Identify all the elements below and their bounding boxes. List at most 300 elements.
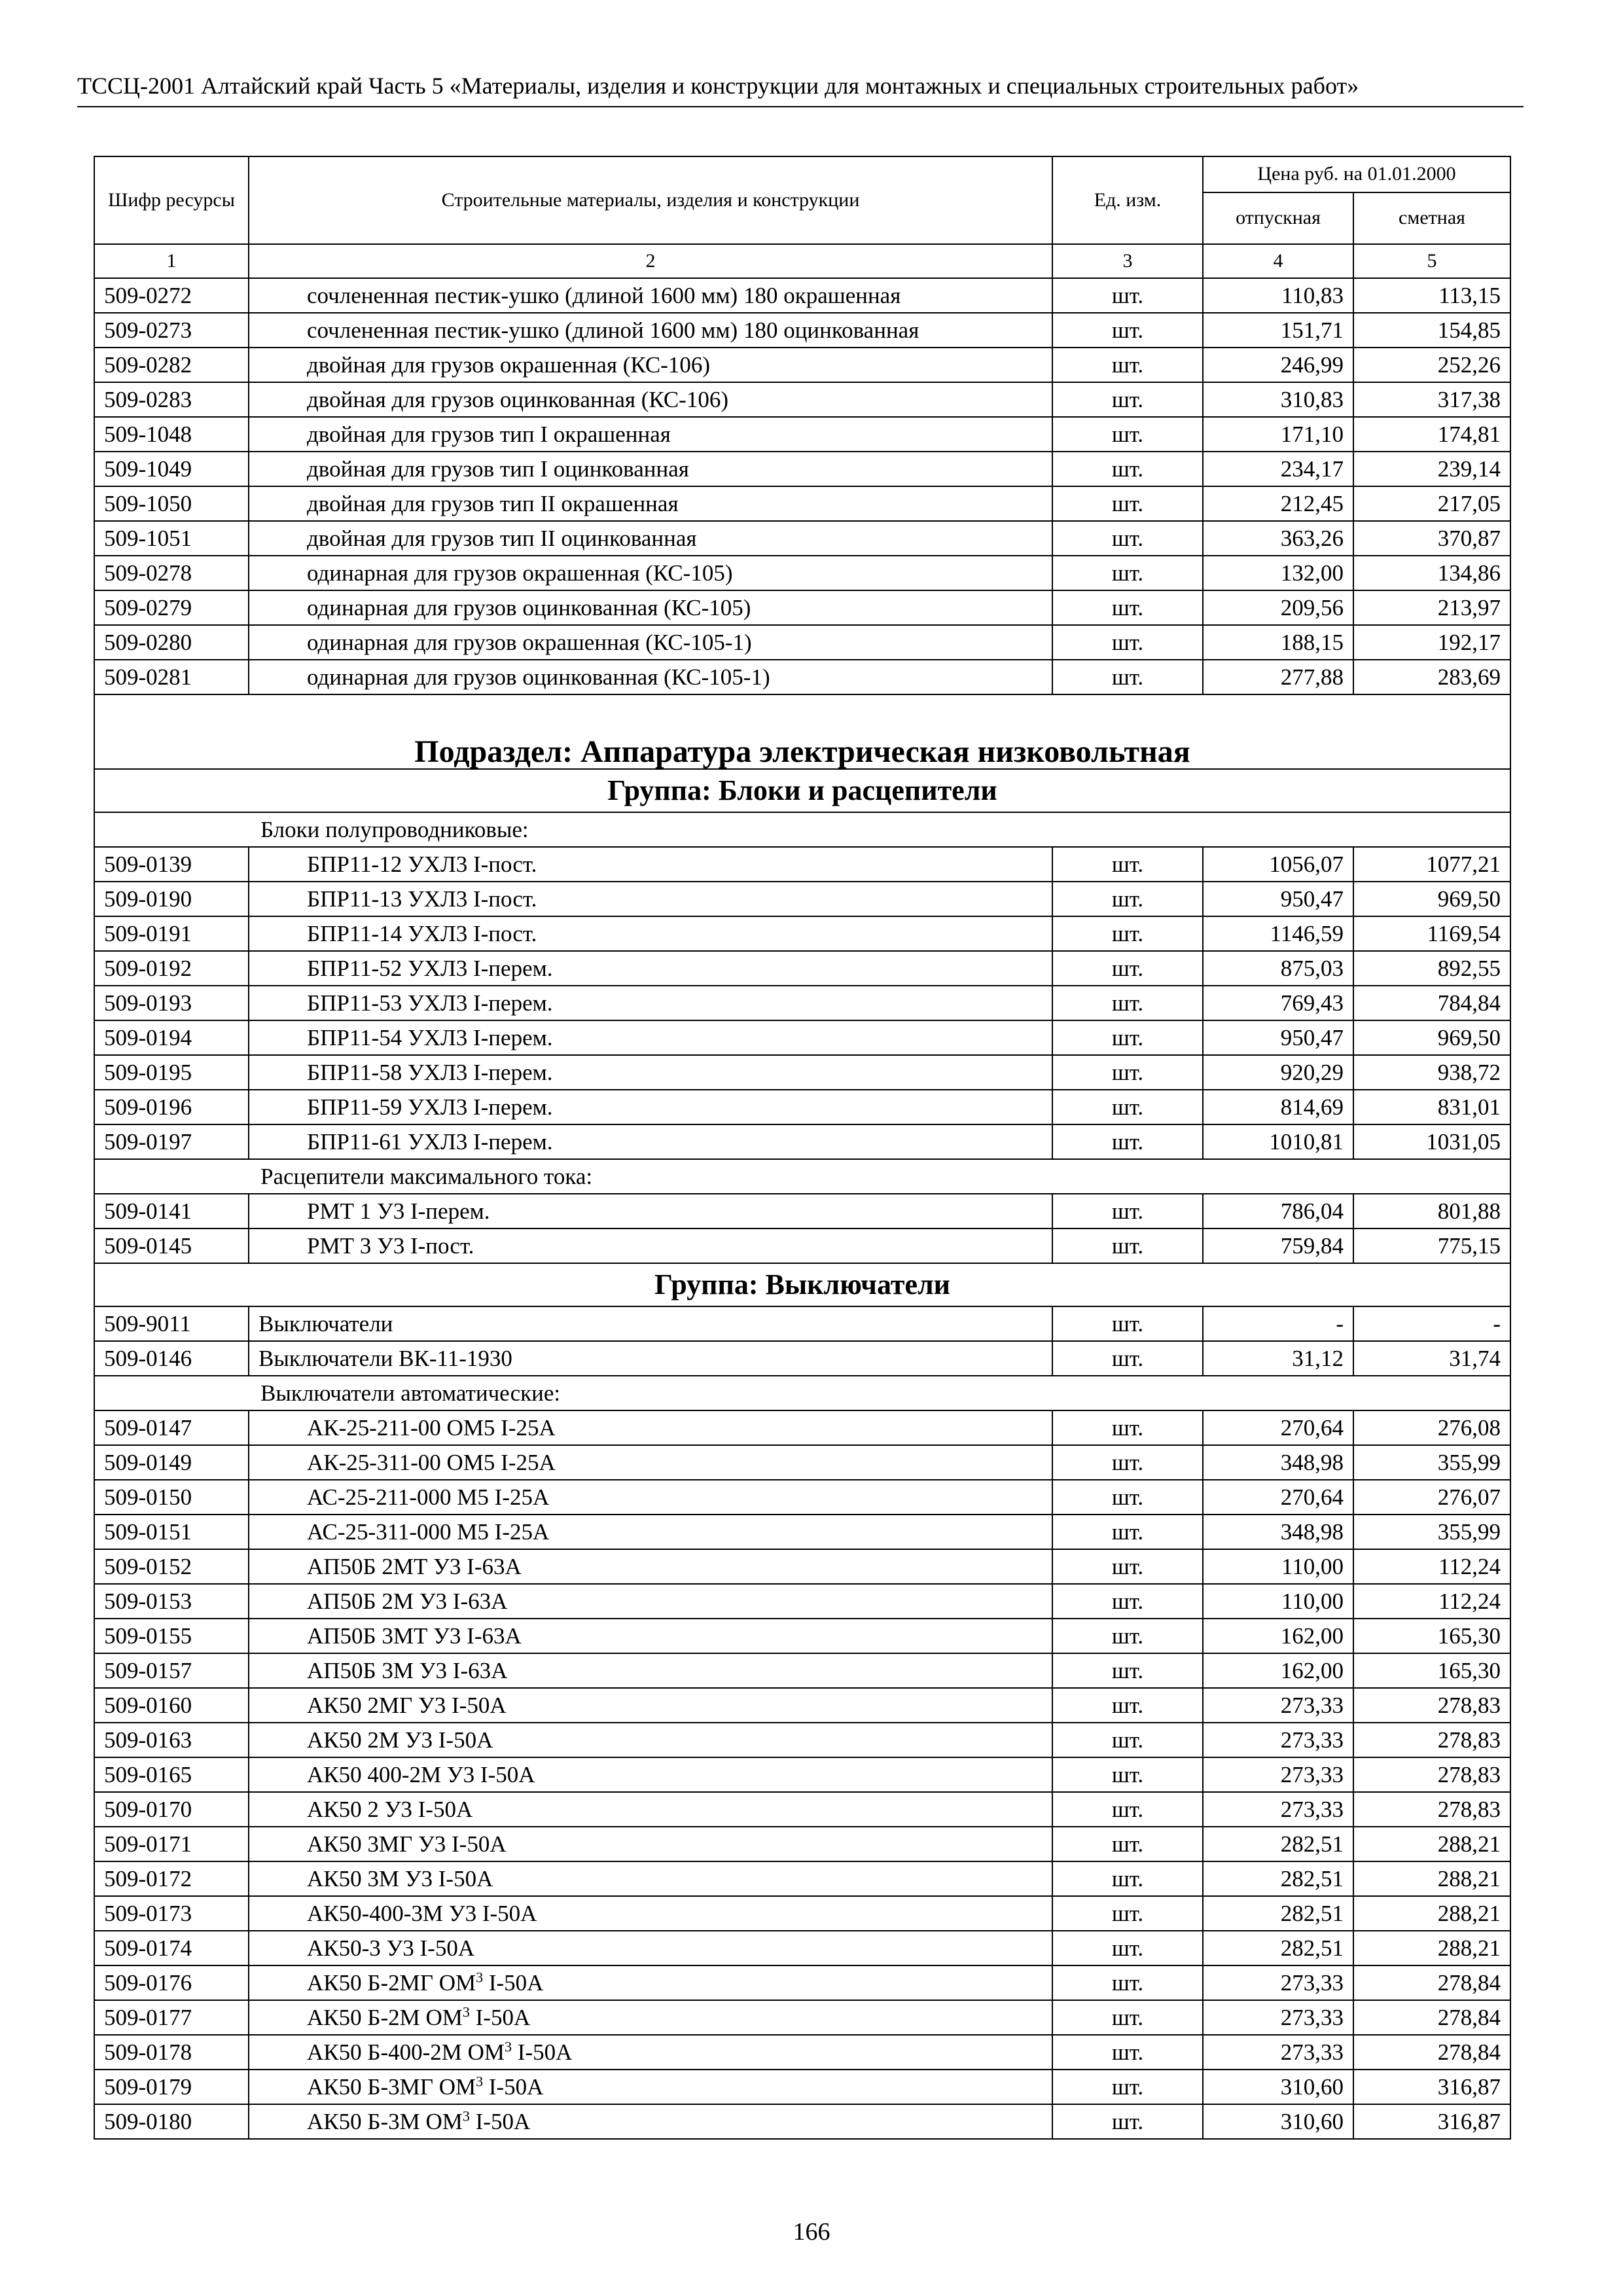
table-row [94, 452, 1510, 486]
material-name: Выключатели [249, 1306, 1052, 1341]
unit: шт. [1052, 1480, 1203, 1515]
unit: шт. [1052, 382, 1203, 417]
release-price: 270,64 [1203, 1410, 1353, 1445]
material-name [249, 1965, 1052, 2000]
material-name: АП50Б 2М У3 I-63А [249, 1584, 1052, 1619]
estimate-price: 288,21 [1353, 1861, 1510, 1896]
table-row [94, 951, 1510, 986]
table-row [94, 1341, 1510, 1376]
table-row [94, 1584, 1510, 1619]
estimate-price: 355,99 [1353, 1445, 1510, 1480]
estimate-price: 278,83 [1353, 1688, 1510, 1723]
page-number: 166 [793, 2218, 830, 2246]
resource-code: 509-0155 [94, 1619, 249, 1653]
estimate-price: 217,05 [1353, 486, 1510, 521]
release-price: 132,00 [1203, 556, 1353, 590]
resource-code: 509-0147 [94, 1410, 249, 1445]
resource-code: 509-0283 [94, 382, 249, 417]
estimate-price: 213,97 [1353, 590, 1510, 625]
release-price: 310,60 [1203, 2104, 1353, 2139]
table-row [94, 625, 1510, 660]
release-price: 273,33 [1203, 1723, 1353, 1757]
table-row [94, 1194, 1510, 1229]
material-name: одинарная для грузов оцинкованная (КС-105-1) [249, 660, 1052, 694]
estimate-price: 31,74 [1353, 1341, 1510, 1376]
estimate-price: 355,99 [1353, 1515, 1510, 1549]
table-row [94, 1827, 1510, 1861]
resource-code: 509-0191 [94, 916, 249, 951]
release-price: 1056,07 [1203, 847, 1353, 882]
document-header: ТССЦ-2001 Алтайский край Часть 5 «Материалы, изделия и конструкции для монтажных и специальных строительных работ» [77, 73, 1359, 99]
release-price: 814,69 [1203, 1090, 1353, 1124]
table-row [94, 847, 1510, 882]
resource-code: 509-9011 [94, 1306, 249, 1341]
table-row [94, 313, 1510, 348]
table-row [94, 2035, 1510, 2070]
release-price: 310,60 [1203, 2070, 1353, 2104]
material-name: АК50 400-2М У3 I-50А [249, 1757, 1052, 1792]
material-name-main: АК50 Б-400-2М ОМ [307, 2039, 505, 2065]
subgroup-heading: Расцепители максимального тока: [94, 1159, 1510, 1194]
table-row [94, 1445, 1510, 1480]
release-price: 282,51 [1203, 1827, 1353, 1861]
resource-code: 509-1051 [94, 521, 249, 556]
release-price: 277,88 [1203, 660, 1353, 694]
estimate-price: 112,24 [1353, 1549, 1510, 1584]
release-price: 110,83 [1203, 278, 1353, 313]
column-number: 2 [249, 244, 1052, 278]
release-price: 786,04 [1203, 1194, 1353, 1229]
material-name-superscript: 3 [476, 1968, 484, 1985]
estimate-price: 165,30 [1353, 1619, 1510, 1653]
resource-code: 509-0153 [94, 1584, 249, 1619]
release-price: 950,47 [1203, 1020, 1353, 1055]
estimate-price: 831,01 [1353, 1090, 1510, 1124]
release-price: 950,47 [1203, 882, 1353, 916]
release-price: 162,00 [1203, 1619, 1353, 1653]
subsection-title: Подраздел: Аппаратура электрическая низковольтная [94, 694, 1510, 769]
material-name: двойная для грузов тип I окрашенная [249, 417, 1052, 452]
col-header-code: Шифр ресурсы [94, 156, 249, 244]
column-numbers-row [94, 244, 1510, 278]
subgroup-heading-row [94, 1376, 1510, 1410]
estimate-price: 1077,21 [1353, 847, 1510, 882]
release-price: 348,98 [1203, 1515, 1353, 1549]
unit: шт. [1052, 278, 1203, 313]
estimate-price: 276,08 [1353, 1410, 1510, 1445]
material-name: двойная для грузов оцинкованная (КС-106) [249, 382, 1052, 417]
release-price: 1146,59 [1203, 916, 1353, 951]
unit: шт. [1052, 625, 1203, 660]
unit: шт. [1052, 2000, 1203, 2035]
material-name-superscript: 3 [462, 2107, 470, 2124]
unit: шт. [1052, 486, 1203, 521]
release-price: 212,45 [1203, 486, 1353, 521]
unit: шт. [1052, 1757, 1203, 1792]
column-number: 3 [1052, 244, 1203, 278]
release-price: 234,17 [1203, 452, 1353, 486]
material-name: АК50 2М У3 I-50А [249, 1723, 1052, 1757]
resource-code: 509-0172 [94, 1861, 249, 1896]
estimate-price: 288,21 [1353, 1931, 1510, 1965]
unit: шт. [1052, 660, 1203, 694]
unit: шт. [1052, 1055, 1203, 1090]
table-row [94, 417, 1510, 452]
table-row [94, 986, 1510, 1020]
estimate-price: 174,81 [1353, 417, 1510, 452]
unit: шт. [1052, 1410, 1203, 1445]
resource-code: 509-0282 [94, 348, 249, 382]
material-name: АП50Б 2МТ У3 I-63А [249, 1549, 1052, 1584]
unit: шт. [1052, 417, 1203, 452]
resource-code: 509-0177 [94, 2000, 249, 2035]
unit: шт. [1052, 2070, 1203, 2104]
resource-code: 509-0149 [94, 1445, 249, 1480]
table-row [94, 1124, 1510, 1159]
resource-code: 509-0272 [94, 278, 249, 313]
resource-code: 509-0193 [94, 986, 249, 1020]
resource-code: 509-0179 [94, 2070, 249, 2104]
resource-code: 509-0146 [94, 1341, 249, 1376]
resource-code: 509-1049 [94, 452, 249, 486]
column-number: 1 [94, 244, 249, 278]
subgroup-heading: Блоки полупроводниковые: [94, 812, 1510, 847]
release-price: 171,10 [1203, 417, 1353, 452]
release-price: 769,43 [1203, 986, 1353, 1020]
resource-code: 509-0180 [94, 2104, 249, 2139]
release-price: 188,15 [1203, 625, 1353, 660]
resource-code: 509-0174 [94, 1931, 249, 1965]
unit: шт. [1052, 1619, 1203, 1653]
estimate-price: 801,88 [1353, 1194, 1510, 1229]
release-price: 1010,81 [1203, 1124, 1353, 1159]
unit: шт. [1052, 1896, 1203, 1931]
estimate-price: 784,84 [1353, 986, 1510, 1020]
release-price: 273,33 [1203, 2035, 1353, 2070]
material-name: двойная для грузов тип II окрашенная [249, 486, 1052, 521]
estimate-price: 1031,05 [1353, 1124, 1510, 1159]
table-row [94, 382, 1510, 417]
table-row [94, 1931, 1510, 1965]
table-row [94, 1723, 1510, 1757]
table-row [94, 486, 1510, 521]
material-name-main: АК50 Б-2М ОМ [307, 2004, 463, 2030]
table-row [94, 1688, 1510, 1723]
table-row [94, 1410, 1510, 1445]
material-name [249, 2000, 1052, 2035]
resource-code: 509-0173 [94, 1896, 249, 1931]
unit: шт. [1052, 1020, 1203, 1055]
table-row [94, 348, 1510, 382]
material-name: АК-25-211-00 ОМ5 I-25А [249, 1410, 1052, 1445]
material-name: АС-25-211-000 М5 I-25А [249, 1480, 1052, 1515]
estimate-price: - [1353, 1306, 1510, 1341]
table-row [94, 1090, 1510, 1124]
col-header-price: Цена руб. на 01.01.2000 [1203, 156, 1510, 192]
material-name: БПР11-53 УХЛ3 I-перем. [249, 986, 1052, 1020]
resource-code: 509-0197 [94, 1124, 249, 1159]
resource-code: 509-0194 [94, 1020, 249, 1055]
col-header-unit: Ед. изм. [1052, 156, 1203, 244]
estimate-price: 278,84 [1353, 2000, 1510, 2035]
resource-code: 509-0195 [94, 1055, 249, 1090]
resource-code: 509-0192 [94, 951, 249, 986]
estimate-price: 113,15 [1353, 278, 1510, 313]
material-name [249, 2070, 1052, 2104]
release-price: 282,51 [1203, 1861, 1353, 1896]
resource-code: 509-0196 [94, 1090, 249, 1124]
material-name-main: АК50 Б-2МГ ОМ [307, 1969, 476, 1996]
estimate-price: 252,26 [1353, 348, 1510, 382]
material-name: АК50-3 У3 I-50А [249, 1931, 1052, 1965]
unit: шт. [1052, 1515, 1203, 1549]
release-price: 348,98 [1203, 1445, 1353, 1480]
table-row [94, 1515, 1510, 1549]
header-rule [77, 106, 1524, 107]
resource-code: 509-0280 [94, 625, 249, 660]
resource-code: 509-0176 [94, 1965, 249, 2000]
table-row [94, 1229, 1510, 1263]
estimate-price: 239,14 [1353, 452, 1510, 486]
resource-code: 509-0178 [94, 2035, 249, 2070]
resource-code: 509-0157 [94, 1653, 249, 1688]
group-title: Группа: Выключатели [94, 1263, 1510, 1306]
material-name: двойная для грузов окрашенная (КС-106) [249, 348, 1052, 382]
material-name: БПР11-61 УХЛ3 I-перем. [249, 1124, 1052, 1159]
material-name: АП50Б 3М У3 I-63А [249, 1653, 1052, 1688]
release-price: 110,00 [1203, 1549, 1353, 1584]
col-header-name: Строительные материалы, изделия и конструкции [249, 156, 1052, 244]
group-title-row [94, 769, 1510, 812]
estimate-price: 969,50 [1353, 882, 1510, 916]
unit: шт. [1052, 847, 1203, 882]
material-name: одинарная для грузов оцинкованная (КС-105) [249, 590, 1052, 625]
estimate-price: 278,84 [1353, 1965, 1510, 2000]
unit: шт. [1052, 452, 1203, 486]
material-name-main: АК50 Б-3М ОМ [307, 2108, 463, 2134]
table-row [94, 1861, 1510, 1896]
estimate-price: 1169,54 [1353, 916, 1510, 951]
unit: шт. [1052, 1931, 1203, 1965]
release-price: 162,00 [1203, 1653, 1353, 1688]
subgroup-heading-row [94, 1159, 1510, 1194]
material-name-superscript: 3 [505, 2037, 512, 2054]
unit: шт. [1052, 1194, 1203, 1229]
unit: шт. [1052, 882, 1203, 916]
material-name: двойная для грузов тип I оцинкованная [249, 452, 1052, 486]
material-name: АК50 3МГ У3 I-50А [249, 1827, 1052, 1861]
material-name: сочлененная пестик-ушко (длиной 1600 мм) 180 окрашенная [249, 278, 1052, 313]
resource-code: 509-1050 [94, 486, 249, 521]
release-price: 310,83 [1203, 382, 1353, 417]
table-row [94, 916, 1510, 951]
unit: шт. [1052, 1653, 1203, 1688]
release-price: 273,33 [1203, 2000, 1353, 2035]
material-name: БПР11-58 УХЛ3 I-перем. [249, 1055, 1052, 1090]
release-price: 246,99 [1203, 348, 1353, 382]
unit: шт. [1052, 521, 1203, 556]
resource-code: 509-1048 [94, 417, 249, 452]
table-row [94, 278, 1510, 313]
release-price: 273,33 [1203, 1688, 1353, 1723]
release-price: 31,12 [1203, 1341, 1353, 1376]
material-name: БПР11-54 УХЛ3 I-перем. [249, 1020, 1052, 1055]
estimate-price: 283,69 [1353, 660, 1510, 694]
resource-code: 509-0273 [94, 313, 249, 348]
unit: шт. [1052, 1584, 1203, 1619]
table-row [94, 1653, 1510, 1688]
resource-code: 509-0278 [94, 556, 249, 590]
resource-code: 509-0151 [94, 1515, 249, 1549]
material-name: АК50 2МГ У3 I-50А [249, 1688, 1052, 1723]
material-name: РМТ 1 У3 I-перем. [249, 1194, 1052, 1229]
material-name: двойная для грузов тип II оцинкованная [249, 521, 1052, 556]
estimate-price: 165,30 [1353, 1653, 1510, 1688]
material-name: одинарная для грузов окрашенная (КС-105) [249, 556, 1052, 590]
table-row [94, 1055, 1510, 1090]
table-row [94, 1792, 1510, 1827]
release-price: 875,03 [1203, 951, 1353, 986]
unit: шт. [1052, 348, 1203, 382]
material-name [249, 2035, 1052, 2070]
release-price: 363,26 [1203, 521, 1353, 556]
table-row [94, 556, 1510, 590]
resource-code: 509-0145 [94, 1229, 249, 1263]
material-name-superscript: 3 [476, 2072, 484, 2089]
estimate-price: 154,85 [1353, 313, 1510, 348]
subgroup-heading: Выключатели автоматические: [94, 1376, 1510, 1410]
unit: шт. [1052, 590, 1203, 625]
estimate-price: 134,86 [1353, 556, 1510, 590]
price-table [94, 156, 1511, 2140]
column-number: 4 [1203, 244, 1353, 278]
column-number: 5 [1353, 244, 1510, 278]
unit: шт. [1052, 2035, 1203, 2070]
estimate-price: 938,72 [1353, 1055, 1510, 1090]
release-price: 273,33 [1203, 1757, 1353, 1792]
unit: шт. [1052, 1124, 1203, 1159]
unit: шт. [1052, 916, 1203, 951]
material-name: БПР11-13 УХЛ3 I-пост. [249, 882, 1052, 916]
table-row [94, 2104, 1510, 2139]
table-row [94, 2000, 1510, 2035]
resource-code: 509-0279 [94, 590, 249, 625]
resource-code: 509-0160 [94, 1688, 249, 1723]
unit: шт. [1052, 1445, 1203, 1480]
material-name-suffix: I-50А [469, 2004, 531, 2030]
estimate-price: 370,87 [1353, 521, 1510, 556]
col-header-release: отпускная [1203, 192, 1353, 244]
unit: шт. [1052, 986, 1203, 1020]
unit: шт. [1052, 1341, 1203, 1376]
table-row [94, 1549, 1510, 1584]
group-title: Группа: Блоки и расцепители [94, 769, 1510, 812]
resource-code: 509-0139 [94, 847, 249, 882]
table-row [94, 882, 1510, 916]
release-price: - [1203, 1306, 1353, 1341]
material-name: Выключатели ВК-11-1930 [249, 1341, 1052, 1376]
release-price: 282,51 [1203, 1896, 1353, 1931]
estimate-price: 192,17 [1353, 625, 1510, 660]
estimate-price: 317,38 [1353, 382, 1510, 417]
table-row [94, 521, 1510, 556]
unit: шт. [1052, 1792, 1203, 1827]
unit: шт. [1052, 1723, 1203, 1757]
material-name: АС-25-311-000 М5 I-25А [249, 1515, 1052, 1549]
material-name-suffix: I-50А [483, 1969, 544, 1996]
estimate-price: 278,83 [1353, 1723, 1510, 1757]
release-price: 920,29 [1203, 1055, 1353, 1090]
estimate-price: 969,50 [1353, 1020, 1510, 1055]
estimate-price: 288,21 [1353, 1827, 1510, 1861]
col-header-estimate: сметная [1353, 192, 1510, 244]
estimate-price: 892,55 [1353, 951, 1510, 986]
subgroup-heading-row [94, 812, 1510, 847]
table-row [94, 1020, 1510, 1055]
material-name: АК50-400-3М У3 I-50А [249, 1896, 1052, 1931]
material-name: БПР11-59 УХЛ3 I-перем. [249, 1090, 1052, 1124]
table-row [94, 590, 1510, 625]
price-table-body [94, 278, 1510, 2139]
table-row [94, 1619, 1510, 1653]
material-name: БПР11-14 УХЛ3 I-пост. [249, 916, 1052, 951]
estimate-price: 278,83 [1353, 1757, 1510, 1792]
resource-code: 509-0281 [94, 660, 249, 694]
material-name: АК-25-311-00 ОМ5 I-25А [249, 1445, 1052, 1480]
unit: шт. [1052, 2104, 1203, 2139]
estimate-price: 288,21 [1353, 1896, 1510, 1931]
table-row [94, 2070, 1510, 2104]
estimate-price: 278,84 [1353, 2035, 1510, 2070]
material-name: АК50 2 У3 I-50А [249, 1792, 1052, 1827]
table-row [94, 660, 1510, 694]
unit: шт. [1052, 1306, 1203, 1341]
unit: шт. [1052, 1965, 1203, 2000]
resource-code: 509-0163 [94, 1723, 249, 1757]
unit: шт. [1052, 1549, 1203, 1584]
table-row [94, 1480, 1510, 1515]
material-name: РМТ 3 У3 I-пост. [249, 1229, 1052, 1263]
material-name-superscript: 3 [462, 2003, 470, 2020]
subsection-title-row [94, 694, 1510, 769]
unit: шт. [1052, 1090, 1203, 1124]
release-price: 209,56 [1203, 590, 1353, 625]
material-name: АП50Б 3МТ У3 I-63А [249, 1619, 1052, 1653]
material-name: БПР11-52 УХЛ3 I-перем. [249, 951, 1052, 986]
unit: шт. [1052, 1688, 1203, 1723]
material-name-main: АК50 Б-3МГ ОМ [307, 2073, 476, 2100]
table-row [94, 1757, 1510, 1792]
release-price: 110,00 [1203, 1584, 1353, 1619]
unit: шт. [1052, 1827, 1203, 1861]
release-price: 759,84 [1203, 1229, 1353, 1263]
release-price: 270,64 [1203, 1480, 1353, 1515]
material-name-suffix: I-50А [483, 2073, 544, 2100]
unit: шт. [1052, 1229, 1203, 1263]
resource-code: 509-0152 [94, 1549, 249, 1584]
resource-code: 509-0150 [94, 1480, 249, 1515]
resource-code: 509-0141 [94, 1194, 249, 1229]
estimate-price: 316,87 [1353, 2070, 1510, 2104]
unit: шт. [1052, 951, 1203, 986]
material-name-suffix: I-50А [469, 2108, 531, 2134]
material-name: одинарная для грузов окрашенная (КС-105-1) [249, 625, 1052, 660]
unit: шт. [1052, 1861, 1203, 1896]
table-row [94, 1965, 1510, 2000]
release-price: 273,33 [1203, 1792, 1353, 1827]
material-name: БПР11-12 УХЛ3 I-пост. [249, 847, 1052, 882]
unit: шт. [1052, 313, 1203, 348]
